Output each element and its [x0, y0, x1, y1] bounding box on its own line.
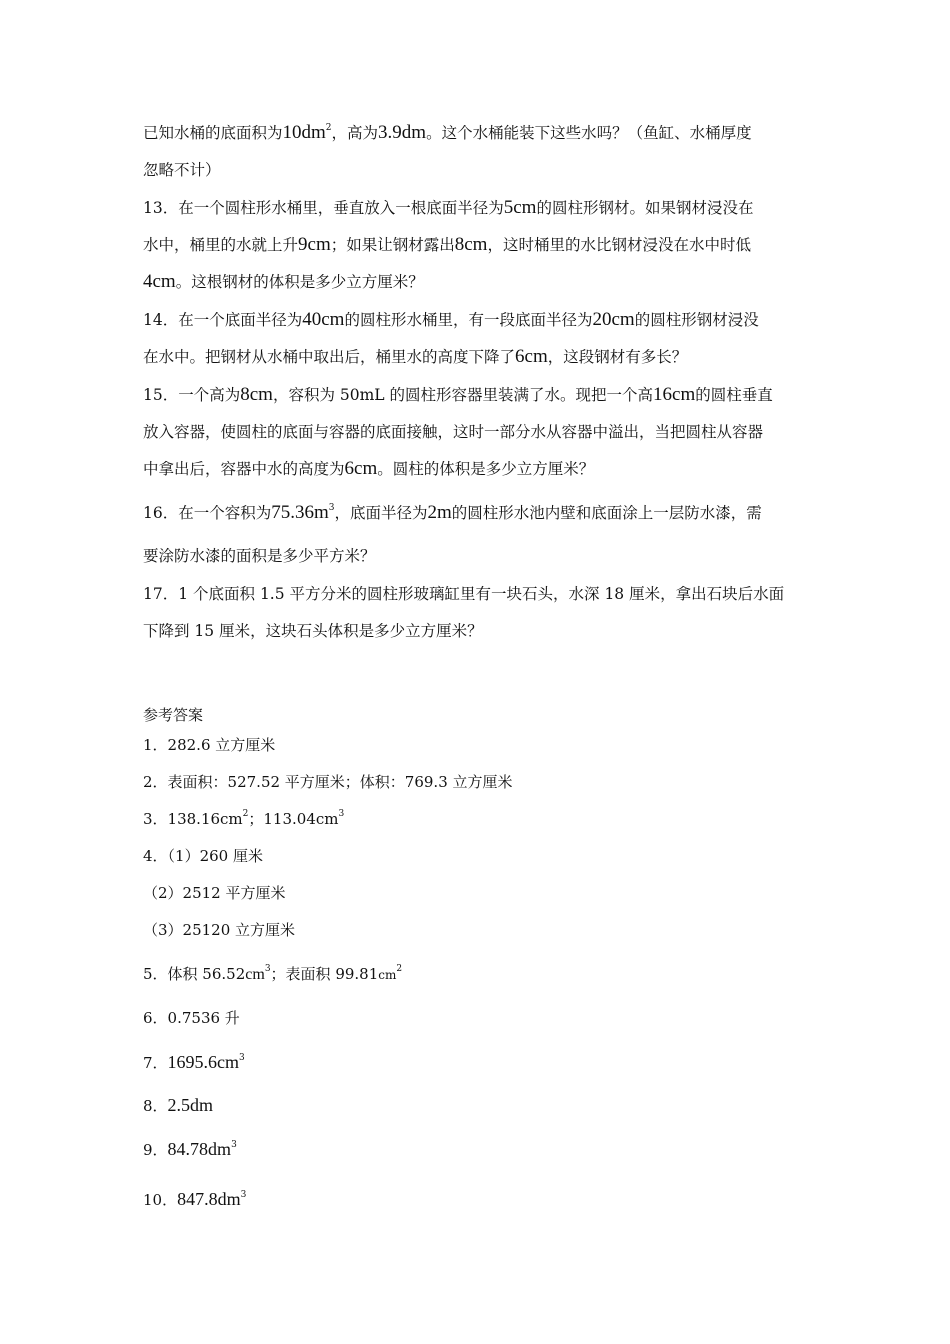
problem-12-line-1: 已知水桶的底面积为$10dm^2$，高为3.9dm。这个水桶能装下这些水吗？（鱼缸、水桶厚度	[143, 122, 752, 143]
problem-13-line-3: 4cm。这根钢材的体积是多少立方厘米？	[143, 271, 424, 292]
problem-17-line-2: 下降到 15 厘米，这块石头体积是多少立方厘米？	[143, 622, 483, 640]
problem-13-line-1: 13．在一个圆柱形水桶里，垂直放入一根底面半径为5cm的圆柱形钢材。如果钢材浸没在	[143, 197, 754, 218]
problem-14-line-2: 在水中。把钢材从水桶中取出后，桶里水的高度下降了6cm，这段钢材有多长？	[143, 346, 688, 367]
answer-6: 6．0.7536 升	[143, 1009, 240, 1027]
answer-10: 10．$847.8dm^3$	[143, 1189, 247, 1209]
problem-15-line-1: 15．一个高为8cm，容积为 50mL 的圆柱形容器里装满了水。现把一个高16cm的圆柱垂直	[143, 384, 773, 405]
answers-heading: 参考答案	[143, 706, 204, 724]
problem-17-line-1: 17．1 个底面积 1.5 平方分米的圆柱形玻璃缸里有一块石头，水深 18 厘米，拿出石块后水面	[143, 585, 785, 603]
problem-15-line-2: 放入容器，使圆柱的底面与容器的底面接触，这时一部分水从容器中溢出，当把圆柱从容器	[143, 423, 764, 441]
answer-1: 1．282.6 立方厘米	[143, 736, 276, 754]
problem-14-line-1: 14．在一个底面半径为40cm的圆柱形水桶里，有一段底面半径为20cm的圆柱形钢材浸没	[143, 309, 759, 330]
answer-8: 8．2.5dm	[143, 1095, 214, 1115]
answer-9: 9．$84.78dm^3$	[143, 1139, 237, 1159]
problem-13-line-2: 水中，桶里的水就上升9cm；如果让钢材露出8cm，这时桶里的水比钢材浸没在水中时低	[143, 234, 751, 255]
answer-4-2: （2）2512 平方厘米	[143, 884, 286, 902]
answer-7: 7．$1695.6cm^3$	[143, 1052, 245, 1072]
problem-16-line-1: 16．在一个容积为$75.36m^3$，底面半径为2m的圆柱形水池内壁和底面涂上一层防水漆，需	[143, 502, 762, 523]
answer-2: 2．表面积：527.52 平方厘米；体积：769.3 立方厘米	[143, 773, 513, 791]
answer-5: 5．体积 $56.52cm^3$；表面积 $99.81cm^2$	[143, 964, 403, 983]
answer-3: 3．$138.16cm^2$；$113.04cm^3$	[143, 809, 345, 828]
problem-15-line-3: 中拿出后，容器中水的高度为6cm。圆柱的体积是多少立方厘米？	[143, 458, 595, 479]
answer-4-3: （3）25120 立方厘米	[143, 921, 296, 939]
problem-12-line-2: 忽略不计）	[143, 161, 221, 179]
problem-16-line-2: 要涂防水漆的面积是多少平方米？	[143, 547, 376, 565]
answer-4: 4．（1）260 厘米	[143, 847, 263, 865]
